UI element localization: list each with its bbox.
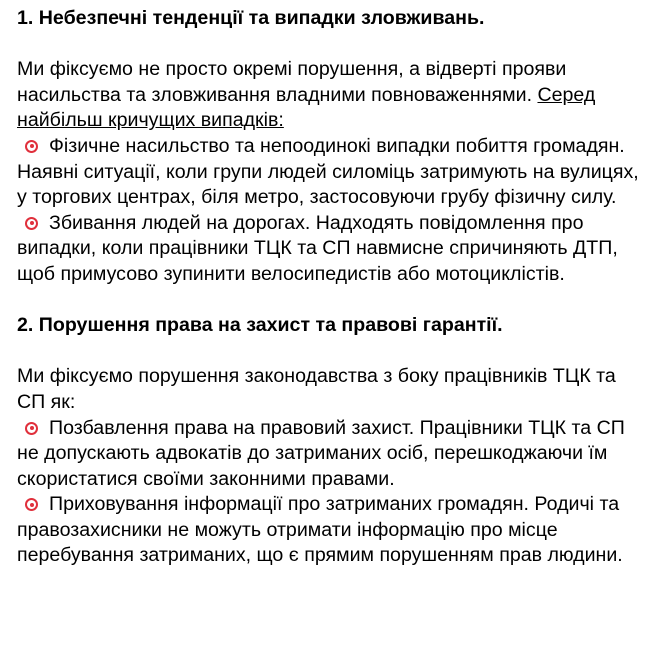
red-circle-icon: [25, 140, 38, 153]
bullet-item: [17, 492, 645, 569]
bullet-text: Фізичне насильство та непоодинокі випадки побиття громадян. Наявні ситуації, коли групи людей силоміць затримують на вулицях, у торгових центрах, біля метро, застосовуючи грубу фізичну силу.: [17, 134, 639, 209]
section-2-intro: Ми фіксуємо порушення законодавства з боку працівників ТЦК та СП як:: [17, 365, 616, 413]
bullet-item: [17, 134, 645, 211]
section-1-heading: 1. Небезпечні тенденції та випадки зловживань.: [17, 7, 485, 29]
section-1-intro: [17, 57, 645, 134]
red-circle-icon: [25, 422, 38, 435]
spacer: [17, 339, 645, 365]
bullet-item: [17, 416, 645, 493]
section-1-intro-link[interactable]: Серед найбільш кричущих випадків:: [17, 83, 596, 132]
red-circle-icon: [25, 498, 38, 511]
spacer: [17, 288, 645, 314]
bullet-text: Позбавлення права на правовий захист. Працівники ТЦК та СП не допускають адвокатів до затриманих осіб, перешкоджаючи їм скористатися своїми законними правами.: [17, 416, 625, 490]
red-circle-icon: [25, 217, 38, 230]
bullet-item: [17, 211, 645, 288]
section-2-heading: 2. Порушення права на захист та правові гарантії.: [17, 314, 503, 337]
bullet-text: Приховування інформації про затриманих громадян. Родичі та правозахисники не можуть отримати інформацію про місце перебування затриманих, що є прямим порушенням прав людини.: [17, 493, 623, 567]
spacer: [17, 32, 645, 58]
section-1-intro-text: Ми фіксуємо не просто окремі порушення, а відверті прояви насильства та зловживання владними повноваженнями.: [17, 58, 567, 106]
bullet-text: Збивання людей на дорогах. Надходять повідомлення про випадки, коли працівники ТЦК та СП навмисне спричиняють ДТП, щоб примусово зупинити велосипедистів або мотоциклістів.: [17, 211, 618, 285]
